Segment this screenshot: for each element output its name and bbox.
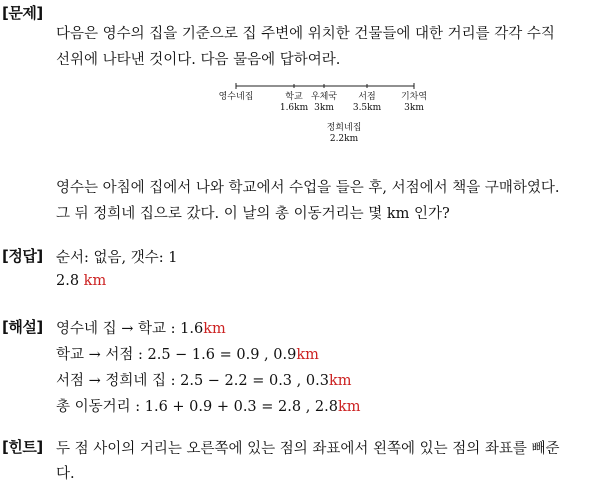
answer-unit: km <box>83 273 107 289</box>
explanation-row-3-unit: km <box>328 373 352 389</box>
point-school <box>280 92 308 114</box>
point-school-name: 학교 <box>285 92 303 102</box>
explanation-row-4 <box>56 395 361 416</box>
answer-line-2 <box>56 273 106 289</box>
point-jeonghui <box>327 123 362 145</box>
point-school-dist: 1.6km <box>279 103 309 113</box>
explanation-row-2-text: 학교 → 서점 : 2.5 − 1.6 = 0.9 , 0.9 <box>56 347 297 363</box>
explanation-row-4-text: 총 이동거리 : 1.6 + 0.9 + 0.3 = 2.8 , 2.8 <box>56 399 338 415</box>
answer-value: 2.8 <box>56 273 80 289</box>
hint-line-2: 다. <box>56 466 75 482</box>
explanation-row-1-unit: km <box>203 321 226 337</box>
point-home-name: 영수네집 <box>218 92 254 102</box>
point-jeonghui-name: 정희네집 <box>326 123 362 133</box>
problem-line-3: 영수는 아침에 집에서 나와 학교에서 수업을 들은 후, 서점에서 책을 구매하였다. <box>56 180 560 196</box>
point-postoffice <box>311 92 337 114</box>
problem-line-4: 그 뒤 정희네 집으로 갔다. 이 날의 총 이동거리는 몇 km 인가? <box>56 206 450 222</box>
problem-line-2: 선위에 나타낸 것이다. 다음 물음에 답하여라. <box>56 52 341 68</box>
point-station-dist: 3km <box>404 103 424 113</box>
point-postoffice-dist: 3km <box>314 103 334 113</box>
problem-tag: [문제] <box>2 4 43 22</box>
explanation-row-1-text: 영수네 집 → 학교 : 1.6 <box>56 321 204 337</box>
number-line-diagram <box>210 80 440 160</box>
explanation-row-3 <box>56 369 351 390</box>
answer-tag: [정답] <box>2 247 43 265</box>
point-home <box>219 92 254 103</box>
answer-line-1: 순서: 없음, 갯수: 1 <box>56 250 178 266</box>
explanation-row-2 <box>56 343 319 364</box>
point-bookstore-name: 서점 <box>358 92 376 102</box>
point-station-name: 기차역 <box>400 92 428 102</box>
hint-line-1: 두 점 사이의 거리는 오른쪽에 있는 점의 좌표에서 왼쪽에 있는 점의 좌표를 빼준 <box>56 441 560 457</box>
explanation-row-2-unit: km <box>296 347 319 363</box>
problem-line-1: 다음은 영수의 집을 기준으로 집 주변에 위치한 건물들에 대한 거리를 각각 수직 <box>56 26 555 42</box>
point-station <box>401 92 427 114</box>
explanation-row-1 <box>56 317 226 338</box>
explanation-row-4-unit: km <box>337 399 361 415</box>
hint-tag: [힌트] <box>2 438 43 456</box>
point-postoffice-name: 우체국 <box>310 92 338 102</box>
point-jeonghui-dist: 2.2km <box>329 134 359 144</box>
explanation-tag: [해설] <box>2 318 43 336</box>
explanation-row-3-text: 서점 → 정희네 집 : 2.5 − 2.2 = 0.3 , 0.3 <box>56 373 329 389</box>
point-bookstore-dist: 3.5km <box>352 103 382 113</box>
point-bookstore <box>353 92 381 114</box>
